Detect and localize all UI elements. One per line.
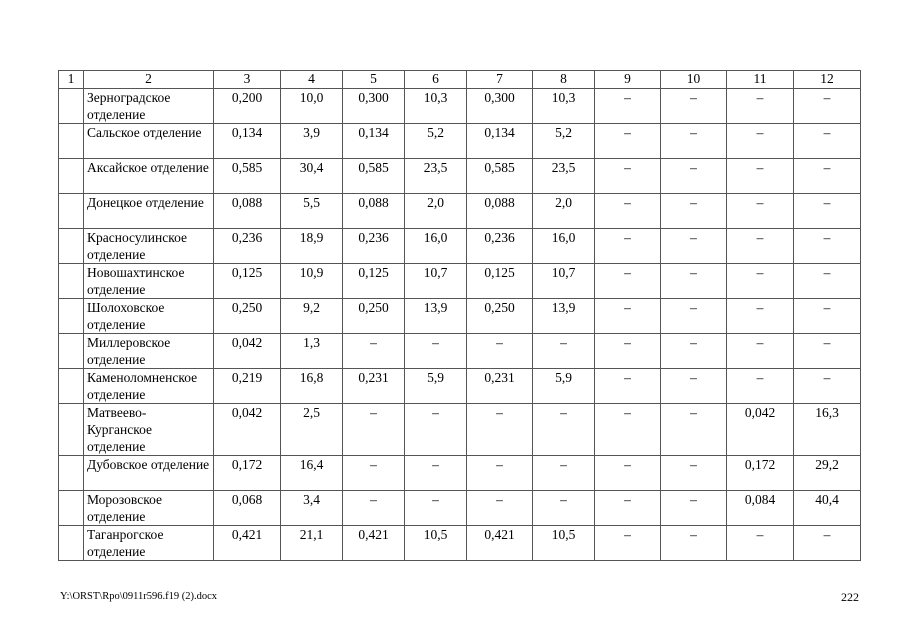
value-cell: – bbox=[794, 526, 861, 561]
value-cell: – bbox=[661, 491, 727, 526]
table-row bbox=[59, 299, 861, 334]
value-cell: 0,231 bbox=[467, 369, 533, 404]
value-cell: 0,068 bbox=[214, 491, 281, 526]
table-row bbox=[59, 404, 861, 456]
value-cell: 0,084 bbox=[727, 491, 794, 526]
value-cell: 40,4 bbox=[794, 491, 861, 526]
value-cell: – bbox=[343, 404, 405, 456]
value-cell: – bbox=[595, 334, 661, 369]
department-name-cell: Морозовское отделение bbox=[84, 491, 214, 526]
value-cell: 0,088 bbox=[343, 194, 405, 229]
value-cell: – bbox=[794, 159, 861, 194]
department-name-cell: Таганрогское отделение bbox=[84, 526, 214, 561]
value-cell: 0,172 bbox=[214, 456, 281, 491]
row-index-cell bbox=[59, 404, 84, 456]
value-cell: 0,125 bbox=[214, 264, 281, 299]
value-cell: – bbox=[595, 229, 661, 264]
value-cell: 0,236 bbox=[467, 229, 533, 264]
row-index-cell bbox=[59, 299, 84, 334]
value-cell: 16,3 bbox=[794, 404, 861, 456]
value-cell: – bbox=[661, 124, 727, 159]
value-cell: 10,3 bbox=[533, 89, 595, 124]
value-cell: 2,5 bbox=[281, 404, 343, 456]
value-cell: 0,250 bbox=[467, 299, 533, 334]
header-cell: 9 bbox=[595, 71, 661, 89]
header-cell: 2 bbox=[84, 71, 214, 89]
value-cell: – bbox=[727, 124, 794, 159]
value-cell: 0,134 bbox=[214, 124, 281, 159]
value-cell: 0,585 bbox=[343, 159, 405, 194]
value-cell: 0,200 bbox=[214, 89, 281, 124]
value-cell: – bbox=[794, 264, 861, 299]
value-cell: 0,421 bbox=[214, 526, 281, 561]
value-cell: 2,0 bbox=[405, 194, 467, 229]
header-cell: 5 bbox=[343, 71, 405, 89]
header-cell: 10 bbox=[661, 71, 727, 89]
value-cell: – bbox=[727, 159, 794, 194]
value-cell: 10,5 bbox=[533, 526, 595, 561]
value-cell: 10,3 bbox=[405, 89, 467, 124]
value-cell: 0,236 bbox=[343, 229, 405, 264]
value-cell: – bbox=[727, 89, 794, 124]
value-cell: – bbox=[794, 124, 861, 159]
department-name-cell: Аксайское отделение bbox=[84, 159, 214, 194]
value-cell: – bbox=[467, 456, 533, 491]
value-cell: – bbox=[533, 334, 595, 369]
value-cell: 13,9 bbox=[405, 299, 467, 334]
table-row bbox=[59, 491, 861, 526]
value-cell: 13,9 bbox=[533, 299, 595, 334]
value-cell: 0,172 bbox=[727, 456, 794, 491]
department-name-cell: Миллеровское отделение bbox=[84, 334, 214, 369]
value-cell: 10,7 bbox=[533, 264, 595, 299]
value-cell: 23,5 bbox=[405, 159, 467, 194]
department-name-cell: Дубовское отделение bbox=[84, 456, 214, 491]
value-cell: 0,042 bbox=[214, 404, 281, 456]
value-cell: – bbox=[661, 194, 727, 229]
value-cell: – bbox=[727, 194, 794, 229]
value-cell: 0,300 bbox=[343, 89, 405, 124]
value-cell: – bbox=[595, 89, 661, 124]
value-cell: 0,219 bbox=[214, 369, 281, 404]
value-cell: 29,2 bbox=[794, 456, 861, 491]
value-cell: – bbox=[467, 334, 533, 369]
value-cell: – bbox=[467, 491, 533, 526]
value-cell: 0,585 bbox=[467, 159, 533, 194]
table-body bbox=[59, 71, 861, 561]
table-row bbox=[59, 334, 861, 369]
value-cell: 5,2 bbox=[405, 124, 467, 159]
value-cell: 5,2 bbox=[533, 124, 595, 159]
value-cell: 0,421 bbox=[467, 526, 533, 561]
value-cell: 0,300 bbox=[467, 89, 533, 124]
value-cell: – bbox=[661, 159, 727, 194]
table-row bbox=[59, 229, 861, 264]
value-cell: 3,4 bbox=[281, 491, 343, 526]
value-cell: – bbox=[343, 334, 405, 369]
value-cell: – bbox=[533, 491, 595, 526]
footer-file-path: Y:\ORST\Rpo\0911r596.f19 (2).docx bbox=[60, 591, 218, 602]
table-row bbox=[59, 194, 861, 229]
header-cell: 6 bbox=[405, 71, 467, 89]
row-index-cell bbox=[59, 491, 84, 526]
table-row bbox=[59, 456, 861, 491]
row-index-cell bbox=[59, 194, 84, 229]
header-cell: 7 bbox=[467, 71, 533, 89]
value-cell: – bbox=[467, 404, 533, 456]
row-index-cell bbox=[59, 456, 84, 491]
value-cell: 16,0 bbox=[533, 229, 595, 264]
value-cell: 21,1 bbox=[281, 526, 343, 561]
value-cell: – bbox=[794, 334, 861, 369]
row-index-cell bbox=[59, 526, 84, 561]
value-cell: – bbox=[595, 369, 661, 404]
value-cell: – bbox=[727, 334, 794, 369]
value-cell: – bbox=[794, 369, 861, 404]
department-name-cell: Донецкое отделение bbox=[84, 194, 214, 229]
value-cell: 0,134 bbox=[343, 124, 405, 159]
department-name-cell: Зерноградское отделение bbox=[84, 89, 214, 124]
value-cell: – bbox=[595, 264, 661, 299]
value-cell: – bbox=[794, 229, 861, 264]
value-cell: – bbox=[794, 89, 861, 124]
value-cell: – bbox=[405, 456, 467, 491]
value-cell: 5,5 bbox=[281, 194, 343, 229]
department-name-cell: Новошахтинское отделение bbox=[84, 264, 214, 299]
row-index-cell bbox=[59, 89, 84, 124]
row-index-cell bbox=[59, 334, 84, 369]
value-cell: – bbox=[595, 456, 661, 491]
department-name-cell: Шолоховское отделение bbox=[84, 299, 214, 334]
value-cell: 9,2 bbox=[281, 299, 343, 334]
value-cell: 0,088 bbox=[214, 194, 281, 229]
value-cell: – bbox=[595, 491, 661, 526]
value-cell: 2,0 bbox=[533, 194, 595, 229]
value-cell: 3,9 bbox=[281, 124, 343, 159]
row-index-cell bbox=[59, 124, 84, 159]
value-cell: 0,421 bbox=[343, 526, 405, 561]
table-row bbox=[59, 264, 861, 299]
value-cell: – bbox=[727, 264, 794, 299]
value-cell: 10,7 bbox=[405, 264, 467, 299]
value-cell: 0,236 bbox=[214, 229, 281, 264]
value-cell: 0,042 bbox=[727, 404, 794, 456]
value-cell: – bbox=[661, 526, 727, 561]
document-table bbox=[58, 70, 861, 561]
value-cell: – bbox=[661, 229, 727, 264]
value-cell: 23,5 bbox=[533, 159, 595, 194]
value-cell: – bbox=[595, 526, 661, 561]
value-cell: – bbox=[595, 299, 661, 334]
value-cell: – bbox=[661, 369, 727, 404]
value-cell: – bbox=[405, 334, 467, 369]
value-cell: – bbox=[727, 229, 794, 264]
value-cell: – bbox=[661, 334, 727, 369]
value-cell: – bbox=[794, 299, 861, 334]
value-cell: – bbox=[661, 264, 727, 299]
header-cell: 4 bbox=[281, 71, 343, 89]
header-cell: 8 bbox=[533, 71, 595, 89]
value-cell: 10,5 bbox=[405, 526, 467, 561]
header-cell: 11 bbox=[727, 71, 794, 89]
value-cell: 0,585 bbox=[214, 159, 281, 194]
value-cell: – bbox=[794, 194, 861, 229]
value-cell: 0,231 bbox=[343, 369, 405, 404]
header-row bbox=[59, 71, 861, 89]
value-cell: 0,125 bbox=[467, 264, 533, 299]
value-cell: – bbox=[533, 404, 595, 456]
value-cell: 30,4 bbox=[281, 159, 343, 194]
row-index-cell bbox=[59, 229, 84, 264]
value-cell: 16,0 bbox=[405, 229, 467, 264]
header-cell: 3 bbox=[214, 71, 281, 89]
value-cell: – bbox=[405, 491, 467, 526]
value-cell: 0,134 bbox=[467, 124, 533, 159]
value-cell: 16,4 bbox=[281, 456, 343, 491]
value-cell: 5,9 bbox=[405, 369, 467, 404]
table-row bbox=[59, 369, 861, 404]
value-cell: 5,9 bbox=[533, 369, 595, 404]
table-row bbox=[59, 124, 861, 159]
table-row bbox=[59, 526, 861, 561]
value-cell: 0,250 bbox=[343, 299, 405, 334]
department-name-cell: Красносулинское отделение bbox=[84, 229, 214, 264]
value-cell: – bbox=[661, 456, 727, 491]
value-cell: – bbox=[661, 404, 727, 456]
row-index-cell bbox=[59, 159, 84, 194]
value-cell: 0,088 bbox=[467, 194, 533, 229]
table-row bbox=[59, 89, 861, 124]
row-index-cell bbox=[59, 264, 84, 299]
department-name-cell: Каменоломненское отделение bbox=[84, 369, 214, 404]
value-cell: 10,0 bbox=[281, 89, 343, 124]
value-cell: – bbox=[533, 456, 595, 491]
value-cell: 0,125 bbox=[343, 264, 405, 299]
value-cell: – bbox=[595, 404, 661, 456]
department-name-cell: Сальское отделение bbox=[84, 124, 214, 159]
value-cell: 0,042 bbox=[214, 334, 281, 369]
value-cell: – bbox=[727, 526, 794, 561]
value-cell: – bbox=[661, 299, 727, 334]
value-cell: 18,9 bbox=[281, 229, 343, 264]
value-cell: – bbox=[595, 194, 661, 229]
value-cell: – bbox=[595, 124, 661, 159]
row-index-cell bbox=[59, 369, 84, 404]
value-cell: – bbox=[343, 456, 405, 491]
value-cell: 10,9 bbox=[281, 264, 343, 299]
page-number: 222 bbox=[841, 590, 859, 604]
value-cell: 0,250 bbox=[214, 299, 281, 334]
value-cell: – bbox=[727, 369, 794, 404]
value-cell: 1,3 bbox=[281, 334, 343, 369]
value-cell: – bbox=[405, 404, 467, 456]
table-row bbox=[59, 159, 861, 194]
value-cell: – bbox=[343, 491, 405, 526]
value-cell: – bbox=[661, 89, 727, 124]
value-cell: – bbox=[595, 159, 661, 194]
department-name-cell: Матвеево-Курганское отделение bbox=[84, 404, 214, 456]
header-cell: 12 bbox=[794, 71, 861, 89]
header-cell: 1 bbox=[59, 71, 84, 89]
value-cell: 16,8 bbox=[281, 369, 343, 404]
value-cell: – bbox=[727, 299, 794, 334]
